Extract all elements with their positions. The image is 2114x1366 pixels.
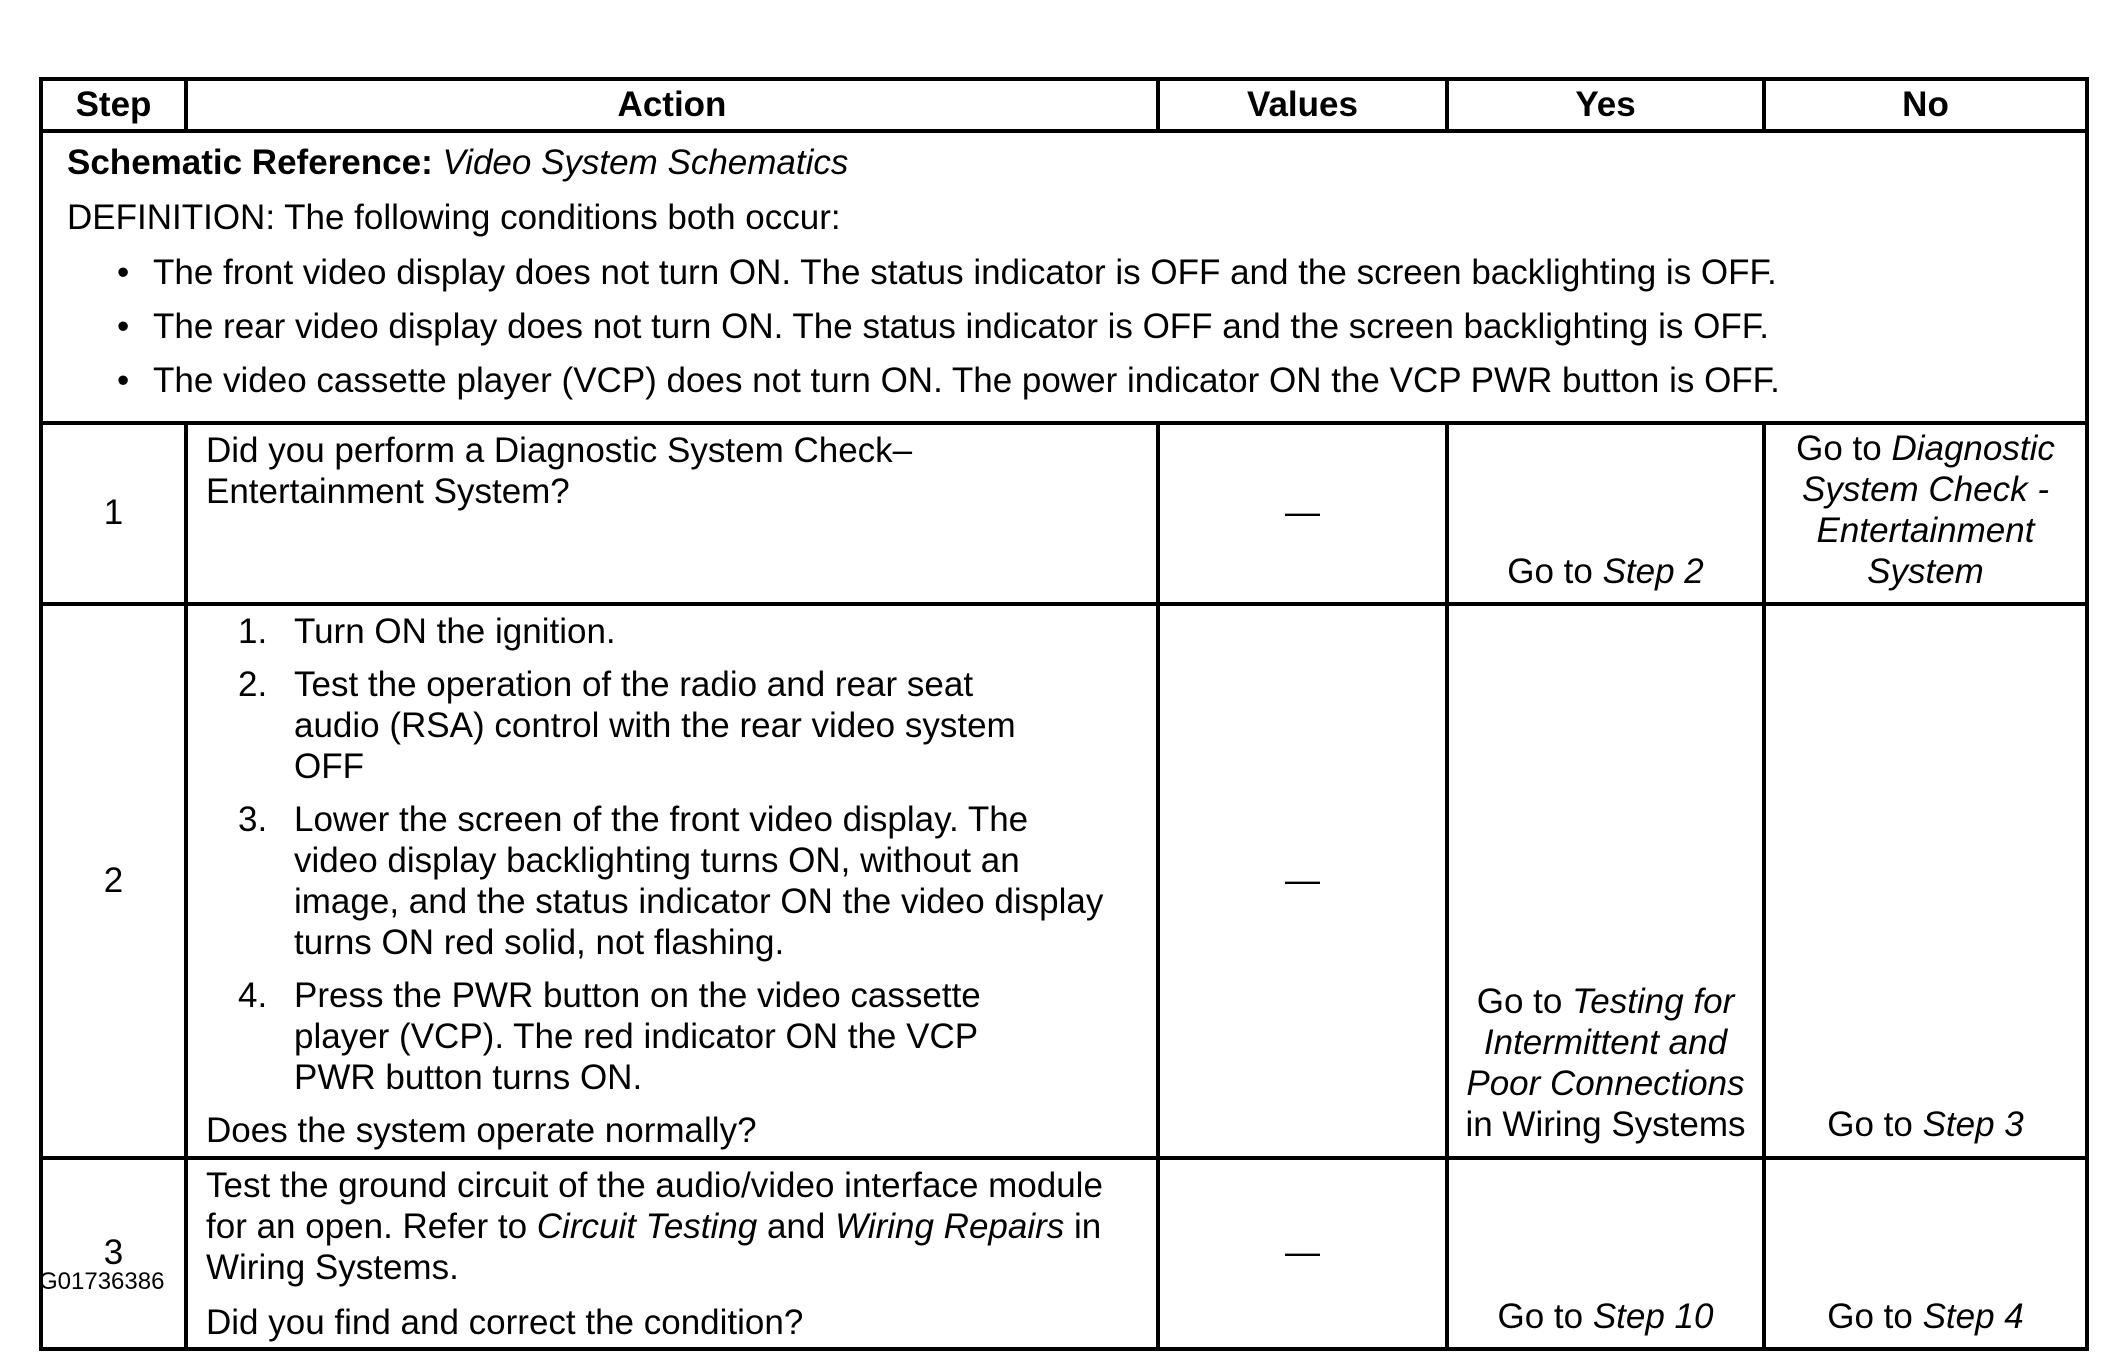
definition-bullet: • The front video display does not turn ON. The status indicator is OFF and the screen backlighting is OFF. — [117, 253, 2061, 294]
yes-link: Step 2 — [1602, 551, 1704, 591]
yes-link: Testing for Intermittent and Poor Connections — [1466, 981, 1745, 1103]
step-number: 2 — [41, 604, 186, 1157]
no-link: Step 3 — [1922, 1104, 2024, 1144]
yes-prefix: Go to — [1476, 981, 1573, 1021]
action-cell — [186, 423, 1158, 605]
definition-bullet: • The video cassette player (VCP) does not turn ON. The power indicator ON the VCP PWR button is OFF. — [117, 361, 2061, 402]
no-prefix: Go to — [1796, 428, 1892, 468]
action-step-text: Lower the screen of the front video display. The video display backlighting turns ON, without an image, and the status indicator ON the video display turns ON red solid, not flashing. — [294, 800, 1104, 962]
action-text — [206, 1166, 1138, 1289]
action-cell — [186, 1158, 1158, 1350]
header-values: Values — [1158, 79, 1447, 131]
yes-cell — [1447, 1158, 1764, 1350]
header-action: Action — [186, 79, 1158, 131]
header-step: Step — [41, 79, 186, 131]
definition-text: DEFINITION: The following conditions both occur: — [67, 197, 841, 237]
header-no: No — [1764, 79, 2087, 131]
yes-prefix: Go to — [1497, 1296, 1593, 1336]
no-link: Diagnostic System Check - Entertainment System — [1802, 428, 2055, 591]
values-cell: — — [1158, 604, 1447, 1157]
action-step-item — [238, 665, 1118, 788]
circuit-testing-link: Circuit Testing — [536, 1206, 758, 1246]
action-step-item — [238, 612, 1118, 653]
schematic-reference-link: Video System Schematics — [442, 143, 849, 182]
action-step-item — [238, 976, 1118, 1099]
action-question: Does the system operate normally? — [206, 1110, 757, 1150]
action-text: Did you perform a Diagnostic System Check–Entertainment System? — [206, 430, 913, 511]
reference-cell — [41, 131, 2087, 423]
step-number: 3 — [41, 1158, 186, 1350]
table-row — [41, 423, 2087, 605]
values-cell: — — [1158, 1158, 1447, 1350]
yes-suffix: in Wiring Systems — [1465, 1104, 1746, 1144]
header-yes: Yes — [1447, 79, 1764, 131]
no-cell — [1764, 1158, 2087, 1350]
definition-bullet: • The rear video display does not turn ON. The status indicator is OFF and the screen backlighting is OFF. — [117, 307, 2061, 348]
header-row — [41, 79, 2087, 131]
no-prefix: Go to — [1827, 1296, 1923, 1336]
wiring-repairs-link: Wiring Repairs — [835, 1206, 1065, 1246]
diagnostic-table — [39, 77, 2089, 1351]
yes-cell — [1447, 423, 1764, 605]
action-step-number: 4. — [238, 975, 268, 1015]
action-step-item — [238, 800, 1118, 964]
action-step-text: Turn ON the ignition. — [294, 612, 616, 652]
action-text-pre: Test the ground circuit of the audio/video interface module for an open. Refer to — [206, 1165, 1103, 1246]
action-cell — [186, 604, 1158, 1157]
no-link: Step 4 — [1922, 1296, 2024, 1336]
yes-link: Step 10 — [1592, 1296, 1714, 1336]
action-question: Did you find and correct the condition? — [206, 1302, 804, 1342]
action-text-post: in Wiring Systems. — [206, 1206, 1102, 1287]
action-steps — [206, 612, 1138, 1098]
yes-prefix: Go to — [1507, 551, 1603, 591]
schematic-reference — [67, 143, 2061, 184]
action-step-number: 1. — [238, 612, 268, 652]
action-step-number: 2. — [238, 665, 268, 705]
step-number: 1 — [41, 423, 186, 605]
table-row — [41, 1158, 2087, 1350]
table-row — [41, 604, 2087, 1157]
action-step-text: Test the operation of the radio and rear seat audio (RSA) control with the rear video system OFF — [294, 665, 1016, 787]
no-cell — [1764, 423, 2087, 605]
reference-row — [41, 131, 2087, 423]
values-cell: — — [1158, 423, 1447, 605]
no-cell — [1764, 604, 2087, 1157]
no-prefix: Go to — [1827, 1104, 1923, 1144]
action-step-text: Press the PWR button on the video cassette player (VCP). The red indicator ON the VCP PWR button turns ON. — [294, 975, 981, 1097]
figure-id: G01736386 — [39, 1268, 165, 1295]
yes-cell — [1447, 604, 1764, 1157]
definition-list — [67, 253, 2061, 402]
schematic-reference-label: Schematic Reference: — [67, 143, 433, 182]
action-text-mid: and — [757, 1206, 836, 1246]
action-step-number: 3. — [238, 800, 268, 840]
